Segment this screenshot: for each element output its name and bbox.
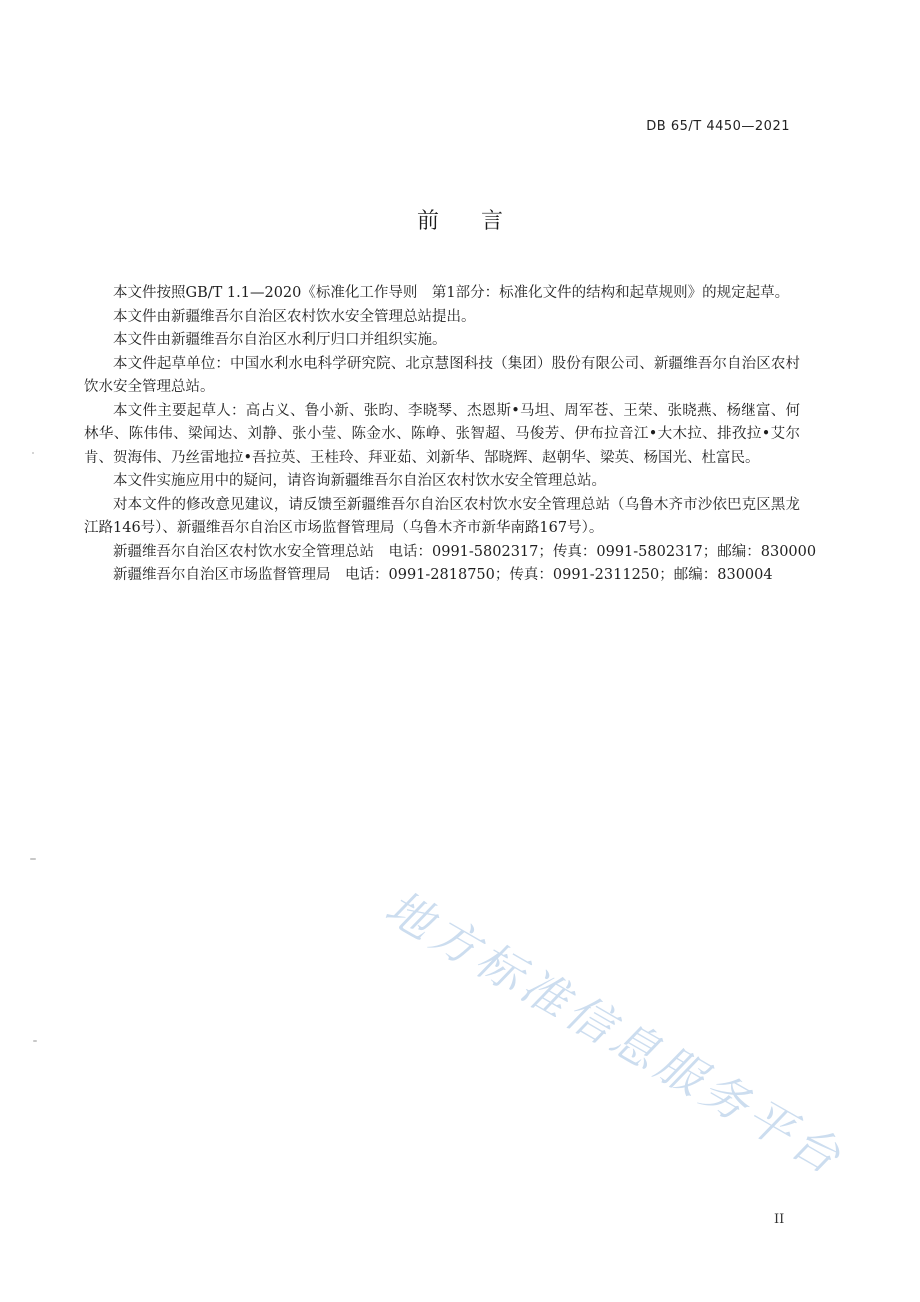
paragraph-drafting-rules: 本文件按照GB/T 1.1—2020《标准化工作导则 第1部分：标准化文件的结构和起草规则》的规定起草。: [113, 285, 790, 301]
paragraph-proposer: 本文件由新疆维吾尔自治区农村饮水安全管理总站提出。: [113, 308, 476, 325]
document-id: DB 65/T 4450—2021: [646, 119, 790, 134]
watermark: 地方标准信息服务平台: [376, 879, 854, 1187]
paragraph-inquiry: 本文件实施应用中的疑问，请咨询新疆维吾尔自治区农村饮水安全管理总站。: [113, 473, 606, 489]
contact-line-water-station: 新疆维吾尔自治区农村饮水安全管理总站 电话：0991-5802317；传真：0991-5802317；邮编：830000: [113, 543, 817, 560]
paragraph-administrator: 本文件由新疆维吾尔自治区水利厅归口并组织实施。: [113, 332, 447, 348]
paragraph-feedback: 对本文件的修改意见建议，请反馈至新疆维吾尔自治区农村饮水安全管理总站（乌鲁木齐市沙依巴克区黑龙江路146号）、新疆维吾尔自治区市场监督管理局（乌鲁木齐市新华南路167号）。: [84, 496, 800, 536]
scan-speck: [33, 1040, 37, 1042]
paragraph-drafting-units: 本文件起草单位：中国水利水电科学研究院、北京慧图科技（集团）股份有限公司、新疆维吾尔自治区农村饮水安全管理总站。: [84, 355, 800, 395]
contact-line-market-bureau: 新疆维吾尔自治区市场监督管理局 电话：0991-2818750；传真：0991-2311250；邮编：830004: [113, 567, 773, 583]
foreword-body: [84, 282, 817, 588]
scan-speck: [30, 858, 36, 860]
page-number: II: [774, 1212, 785, 1227]
page-title: 前言: [416, 209, 545, 234]
scan-speck: [32, 452, 34, 454]
paragraph-drafters: 本文件主要起草人：高占义、鲁小新、张昀、李晓琴、杰恩斯•马坦、周军苍、王荣、张晓燕、杨继富、何林华、陈伟伟、梁闻达、刘静、张小莹、陈金水、陈峥、张智超、马俊芳、伊布拉音江•大木拉、排孜拉•艾尔肯、贺海伟、乃丝雷地拉•吾拉英、王桂玲、拜亚茹、刘新华、郜晓辉、赵朝华、梁英、杨国光、杜富民。: [84, 402, 800, 466]
